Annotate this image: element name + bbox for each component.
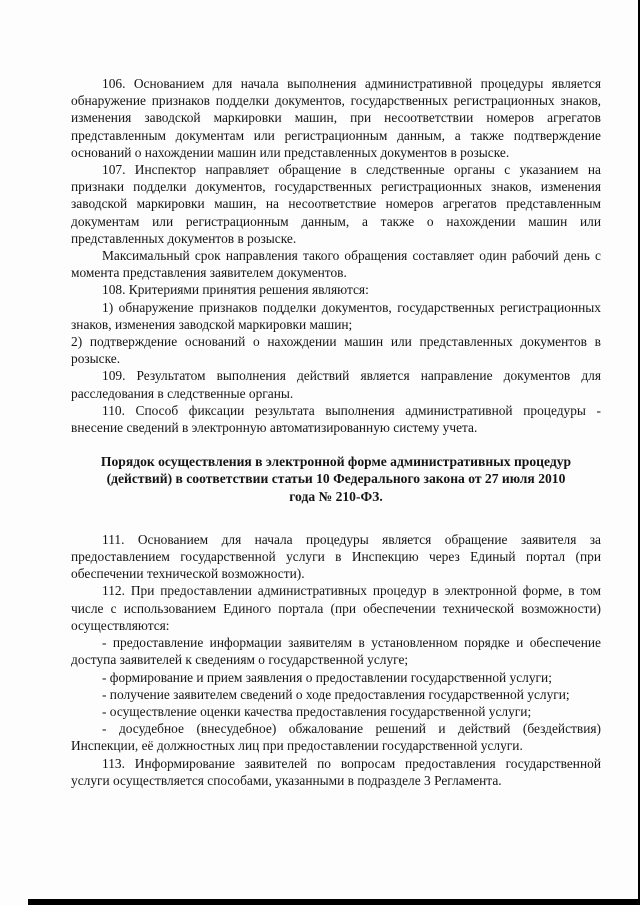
list-item-application: - формирование и прием заявления о предоставлении государственной услуги; bbox=[102, 669, 552, 685]
paragraph-106: 106. Основанием для начала выполнения административной процедуры является обнаружение признаков подделки документов, государственных регистрационных знаков, изменения заводской маркировки машин, при несоответствии номеров агрегатов представленным документам или регистрационным данным, а также подтверждение оснований о нахождении машин или представленных документов в розыске. bbox=[71, 76, 601, 160]
paragraph-109: 109. Результатом выполнения действий является направление документов для расследования в следственные органы. bbox=[71, 368, 601, 401]
list-item-progress: - получение заявителем сведений о ходе предоставления государственной услуги; bbox=[102, 686, 570, 702]
list-item-information: - предоставление информации заявителям в установленном порядке и обеспечение доступа заявителей к сведениям о государственной услуге; bbox=[71, 635, 601, 668]
paragraph-110: 110. Способ фиксации результата выполнения административной процедуры - внесение сведений в электронную автоматизированную систему учета. bbox=[71, 402, 601, 436]
section-heading: Порядок осуществления в электронной форме административных процедур (действий) в соответствии статьи 10 Федерального закона от 27 июля 2010 года № 210-ФЗ. bbox=[100, 454, 572, 504]
paragraph-107: 107. Инспектор направляет обращение в следственные органы с указанием на признаки подделки документов, государственных регистрационных знаков, изменения заводской маркировки машин, на несоответствие номеров агрегатов представленным документам или регистрационным данным, а также о нахождении машин или представленных документов в розыске. bbox=[71, 162, 601, 246]
paragraph-108: 108. Критериями принятия решения являются: bbox=[102, 282, 369, 298]
scan-edge-bottom bbox=[28, 899, 640, 905]
paragraph-111: 111. Основанием для начала процедуры является обращение заявителя за предоставлением государственной услуги в Инспекцию через Единый портал (при обеспечении технической возможности). bbox=[71, 531, 601, 582]
paragraph-max-term: Максимальный срок направления такого обращения составляет один рабочий день с момента представления заявителем документов. bbox=[71, 248, 601, 281]
list-item-appeal: - досудебное (внесудебное) обжалование решений и действий (бездействия) Инспекции, её должностных лиц при предоставлении государственной услуги. bbox=[71, 721, 601, 754]
paragraph-113: 113. Информирование заявителей по вопросам предоставления государственной услуги осуществляется способами, указанными в подразделе 3 Регламента. bbox=[71, 755, 601, 788]
criterion-2: 2) подтверждение оснований о нахождении машин или представленных документов в розыске. bbox=[71, 334, 601, 367]
paragraph-112: 112. При предоставлении административных процедур в электронной форме, в том числе с использованием Единого портала (при обеспечении технической возможности) осуществляются: bbox=[71, 583, 601, 633]
criterion-1: 1) обнаружение признаков подделки документов, государственных регистрационных знаков, изменения заводской маркировки машин; bbox=[71, 299, 601, 332]
list-item-quality: - осуществление оценки качества предоставления государственной услуги; bbox=[102, 703, 532, 719]
document-body bbox=[71, 75, 601, 789]
